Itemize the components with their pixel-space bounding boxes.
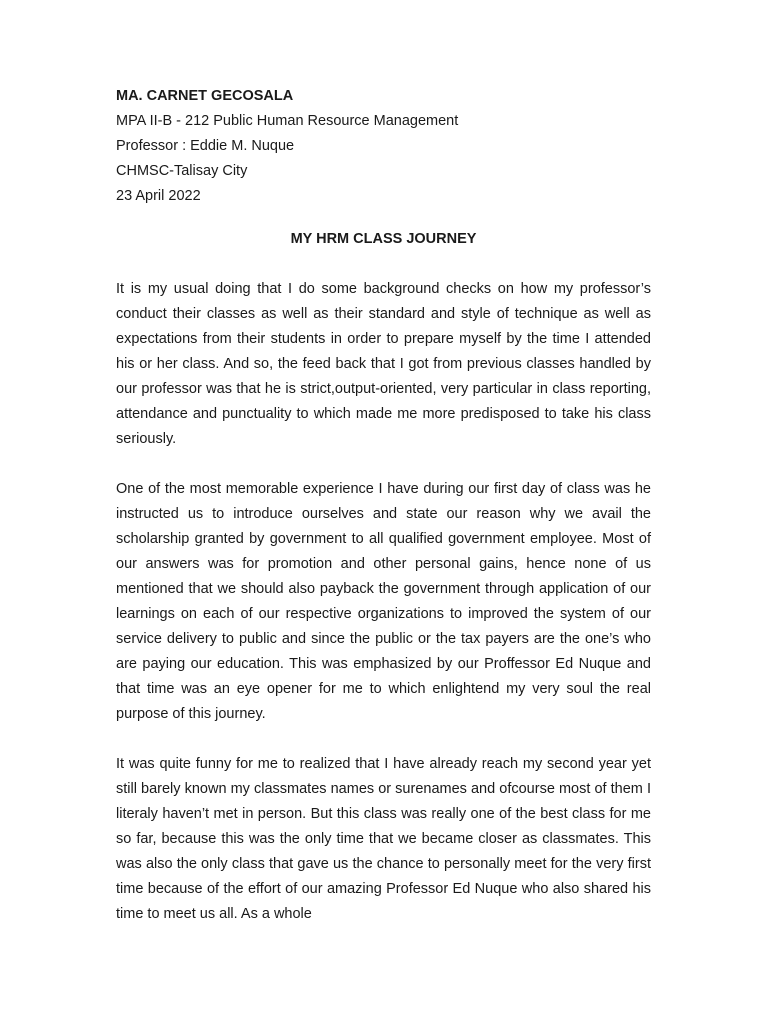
- document-title: MY HRM CLASS JOURNEY: [290, 231, 477, 247]
- course-line: MPA II-B - 212 Public Human Resource Management: [116, 113, 459, 129]
- paragraph-2: One of the most memorable experience I have during our first day of class was he instructed us to introduce ourselves and state our reason why we avail the scholarship granted by government to all qualified government employee. Most of our answers was for promotion and other personal gains, hence none of us mentioned that we should also payback the government through application of our learnings on each of our respective organizations to improved the system of our service delivery to public and since the public or the tax payers are the one’s who are paying our education. This was emphasized by our Proffessor Ed Nuque and that time was an eye opener for me to which enlightend my very soul the real purpose of this journey.: [116, 481, 651, 722]
- school-line: CHMSC-Talisay City: [116, 163, 248, 179]
- paragraph-3: It was quite funny for me to realized that I have already reach my second year yet still barely known my classmates names or surenames and ofcourse most of them I literaly haven’t met in person. But this class was really one of the best class for me so far, because this was the only time that we became closer as classmates. This was also the only class that gave us the chance to personally meet for the very first time because of the effort of our amazing Professor Ed Nuque who also shared his time to meet us all. As a whole: [116, 756, 651, 922]
- document-page: [116, 84, 651, 927]
- date-line: 23 April 2022: [116, 188, 201, 204]
- document-header: [116, 84, 651, 209]
- author-name: MA. CARNET GECOSALA: [116, 88, 294, 104]
- paragraph-1: It is my usual doing that I do some background checks on how my professor’s conduct their classes as well as their standard and style of technique as well as expectations from their students in order to prepare myself by the time I attended his or her class. And so, the feed back that I got from previous classes handled by our professor was that he is strict,output-oriented, very particular in class reporting, attendance and punctuality to which made me more predisposed to take his class seriously.: [116, 281, 651, 447]
- professor-line: Professor : Eddie M. Nuque: [116, 138, 295, 154]
